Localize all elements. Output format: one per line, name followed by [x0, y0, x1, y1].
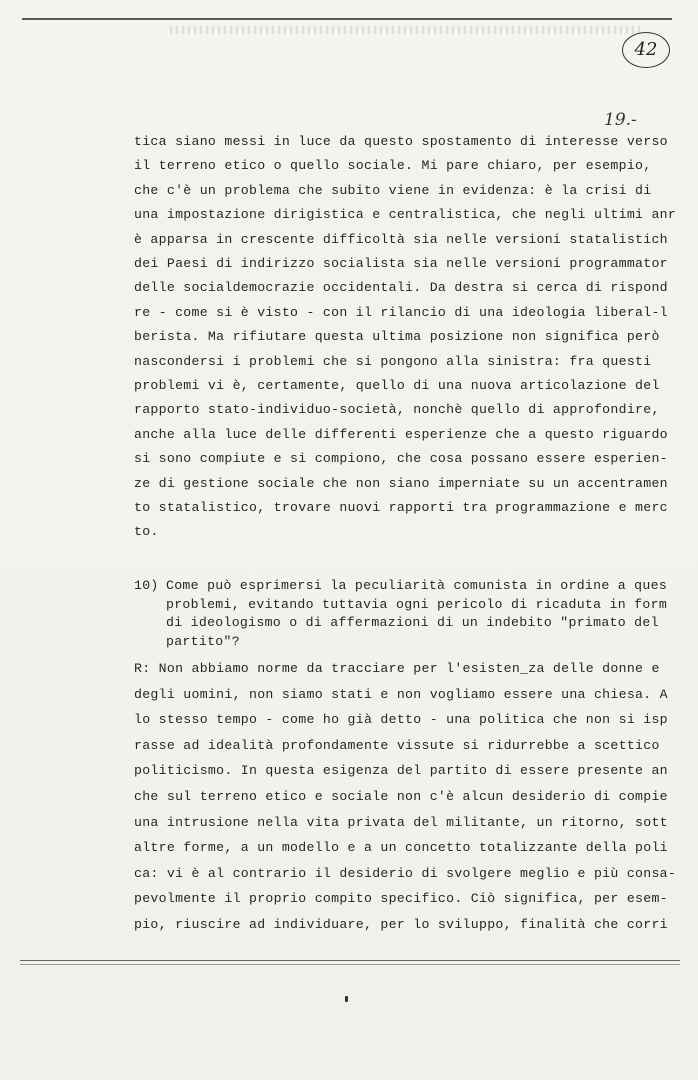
- text-line: è apparsa in crescente difficoltà sia nelle versioni statalistich: [134, 231, 668, 247]
- text-line: re - come si è visto - con il rilancio di una ideologia liberal-l: [134, 304, 668, 320]
- question-number: 10): [134, 578, 159, 593]
- answer-line: rasse ad idealità profondamente vissute si ridurrebbe a scettico: [134, 737, 660, 753]
- answer-line: altre forme, a un modello e a un concetto totalizzante della poli: [134, 840, 668, 856]
- bottom-rule-2: [20, 964, 680, 965]
- bottom-rule: [20, 960, 680, 961]
- text-line: ze di gestione sociale che non siano imperniate su un accentramen: [134, 475, 668, 491]
- text-line: berista. Ma rifiutare questa ultima posizione non significa però: [134, 329, 660, 345]
- answer-line: una intrusione nella vita privata del militante, un ritorno, sott: [134, 814, 668, 830]
- text-line: che c'è un problema che subito viene in evidenza: è la crisi di: [134, 182, 652, 198]
- answer-line: pevolmente il proprio compito specifico. Ciò significa, per esem-: [134, 891, 668, 907]
- question-line: Come può esprimersi la peculiarità comunista in ordine a ques: [166, 578, 668, 593]
- answer-line: che sul terreno etico e sociale non c'è alcun desiderio di compie: [134, 789, 668, 804]
- question-line: partito"?: [166, 633, 240, 649]
- text-line: anche alla luce delle differenti esperienze che a questo riguardo: [134, 426, 668, 442]
- text-line: problemi vi è, certamente, quello di una nuova articolazione del: [134, 378, 660, 393]
- answer-line: ca: vi è al contrario il desiderio di svolgere meglio e più consa-: [134, 865, 677, 881]
- answer-line: R: Non abbiamo norme da tracciare per l'esisten_za delle donne e: [134, 661, 660, 676]
- scan-mark: [345, 996, 348, 1002]
- scan-noise: [170, 26, 640, 34]
- page-number: 19.-: [604, 110, 637, 130]
- question-line: di ideologismo o di affermazioni di un indebito "primato del: [166, 615, 659, 630]
- text-line: to statalistico, trovare nuovi rapporti tra programmazione e merc: [134, 500, 668, 515]
- text-line: rapporto stato-individuo-società, nonchè quello di approfondire,: [134, 402, 660, 418]
- answer-line: degli uomini, non siamo stati e non vogliamo essere una chiesa. A: [134, 686, 668, 702]
- answer-line: lo stesso tempo - come ho già detto - una politica che non si isp: [134, 712, 668, 728]
- text-line: delle socialdemocrazie occidentali. Da destra si cerca di rispond: [134, 280, 668, 296]
- text-line: dei Paesi di indirizzo socialista sia nelle versioni programmator: [134, 256, 668, 271]
- answer-line: pio, riuscire ad individuare, per lo sviluppo, finalità che corri: [134, 917, 668, 932]
- text-line: una impostazione dirigistica e centralistica, che negli ultimi anr: [134, 207, 677, 223]
- page-stamp: 42: [622, 32, 670, 68]
- text-line: si sono compiute e si compiono, che cosa possano essere esperien-: [134, 451, 668, 467]
- top-rule: [22, 18, 672, 20]
- answer-line: politicismo. In questa esigenza del partito di essere presente an: [134, 763, 668, 779]
- text-line: tica siano messi in luce da questo spostamento di interesse verso: [134, 134, 668, 149]
- text-line: to.: [134, 524, 159, 540]
- question-line: problemi, evitando tuttavia ogni pericolo di ricaduta in form: [166, 596, 668, 612]
- text-line: nascondersi i problemi che si pongono alla sinistra: fra questi: [134, 353, 652, 369]
- text-line: il terreno etico o quello sociale. Mi pare chiaro, per esempio,: [134, 158, 652, 174]
